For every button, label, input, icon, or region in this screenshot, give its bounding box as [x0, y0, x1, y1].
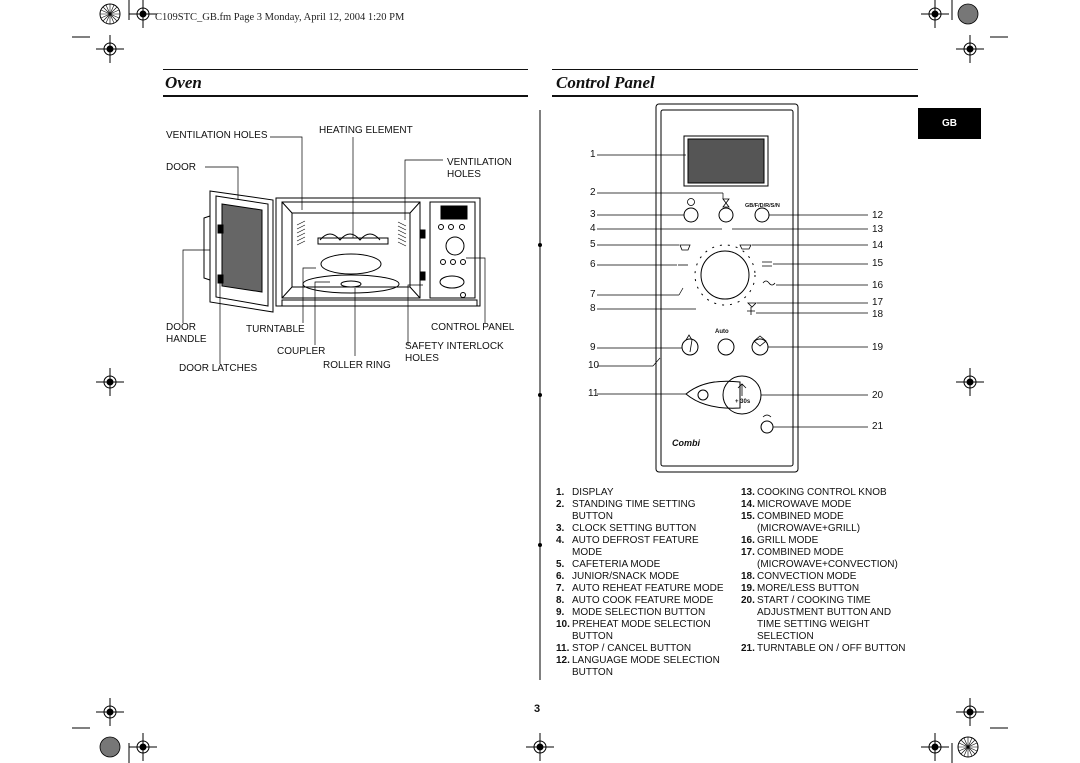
legend-item: 17. COMBINED MODE (MICROWAVE+CONVECTION): [741, 547, 898, 570]
registration-cross-icon: [129, 733, 157, 761]
oven-illustration: [204, 191, 480, 312]
clock-icon: [688, 199, 695, 206]
panel-plus30-label: + 30s: [735, 399, 751, 405]
combi-convection-icon: [748, 303, 756, 307]
legend-item: 14. MICROWAVE MODE: [741, 499, 852, 510]
registration-cross-icon: [129, 0, 157, 28]
callout-number: 20: [872, 390, 884, 401]
control-panel-top-rule: [552, 69, 918, 70]
control-panel-bottom-rule: [552, 95, 918, 97]
language-tab: GB: [918, 108, 981, 139]
turntable-icon: [763, 415, 771, 417]
callout-number: 5: [590, 239, 596, 250]
combi-grill-icon: [762, 262, 772, 266]
legend-item: 10. PREHEAT MODE SELECTION BUTTON: [556, 619, 711, 642]
preheat-icon: [754, 336, 766, 346]
callout-number: 14: [872, 240, 884, 251]
registration-cross-icon: [526, 733, 554, 761]
hand-icon: [686, 335, 692, 352]
file-header: C109STC_GB.fm Page 3 Monday, April 12, 2004 1:20 PM: [155, 12, 405, 23]
callout-number: 19: [872, 342, 884, 353]
registration-cross-icon: [956, 698, 984, 726]
legend-item: 18. CONVECTION MODE: [741, 571, 857, 582]
registration-cross-icon: [956, 368, 984, 396]
legend-item: 13. COOKING CONTROL KNOB: [741, 487, 887, 498]
panel-lang-code: GB/F/D/R/S/N: [745, 203, 780, 209]
legend-item: 7. AUTO REHEAT FEATURE MODE: [556, 583, 724, 594]
callout-number: 2: [590, 187, 596, 198]
callout-number: 9: [590, 342, 596, 353]
callout-number: 11: [588, 388, 599, 399]
control-panel-leader-lines: [597, 155, 868, 427]
panel-combi-label: Combi: [672, 438, 700, 448]
callout-number: 4: [590, 223, 596, 234]
callout-number: 13: [872, 224, 884, 235]
callout-number: 12: [872, 210, 884, 221]
label-ventilation-holes-top: VENTILATION HOLES: [166, 130, 268, 141]
legend-item: 20. START / COOKING TIME ADJUSTMENT BUTTON AND TIME SETTING WEIGHT SELECTION: [741, 595, 892, 642]
registration-dot-icon: [958, 4, 978, 24]
legend-item: 16. GRILL MODE: [741, 535, 819, 546]
control-panel-section-title: Control Panel: [556, 73, 655, 92]
registration-cross-icon: [921, 0, 949, 28]
callout-number: 16: [872, 280, 884, 291]
label-turntable: TURNTABLE: [246, 324, 305, 335]
oven-bottom-rule: [163, 95, 528, 97]
callout-number: 17: [872, 297, 884, 308]
callout-number: 18: [872, 309, 884, 320]
callout-number: 21: [872, 421, 884, 432]
cafeteria-icon: [680, 245, 690, 250]
hourglass-icon: [723, 199, 729, 207]
legend-item: 11. STOP / CANCEL BUTTON: [556, 643, 692, 654]
registration-starburst-icon: [100, 4, 120, 24]
label-control-panel: CONTROL PANEL: [431, 322, 515, 333]
oven-top-rule: [163, 69, 528, 70]
legend-right-column: [741, 487, 921, 655]
microwave-mode-icon: [740, 245, 751, 249]
label-roller-ring: ROLLER RING: [323, 360, 391, 371]
registration-cross-icon: [96, 698, 124, 726]
label-coupler: COUPLER: [277, 346, 326, 357]
label-door: DOOR: [166, 162, 196, 173]
callout-number: 8: [590, 303, 596, 314]
oven-section-title: Oven: [165, 73, 202, 92]
callout-number: 1: [590, 149, 596, 160]
legend-item: 21. TURNTABLE ON / OFF BUTTON: [741, 643, 906, 654]
legend-item: 5. CAFETERIA MODE: [556, 559, 661, 570]
callout-number: 15: [872, 258, 884, 269]
convection-icon: [747, 307, 755, 315]
registration-dot-icon: [100, 737, 120, 757]
legend-item: 1. DISPLAY: [556, 487, 614, 498]
label-safety-interlock-holes: SAFETY INTERLOCK HOLES: [405, 341, 504, 364]
legend-item: 2. STANDING TIME SETTING BUTTON: [556, 499, 696, 522]
label-heating-element: HEATING ELEMENT: [319, 125, 413, 136]
callout-number: 3: [590, 209, 596, 220]
callout-number: 7: [590, 289, 596, 300]
legend-item: 19. MORE/LESS BUTTON: [741, 583, 860, 594]
callout-number: 6: [590, 259, 596, 270]
label-ventilation-holes-right: VENTILATION HOLES: [447, 157, 512, 180]
legend-item: 15. COMBINED MODE (MICROWAVE+GRILL): [741, 511, 861, 534]
callout-number: 10: [588, 360, 600, 371]
registration-cross-icon: [921, 733, 949, 761]
label-door-latches: DOOR LATCHES: [179, 363, 258, 374]
legend-item: 9. MODE SELECTION BUTTON: [556, 607, 706, 618]
registration-cross-icon: [956, 35, 984, 63]
control-panel-illustration: [656, 104, 798, 472]
start-icon: [738, 384, 746, 396]
registration-cross-icon: [96, 368, 124, 396]
legend-item: 3. CLOCK SETTING BUTTON: [556, 523, 697, 534]
label-door-handle: DOOR HANDLE: [166, 322, 207, 345]
panel-auto-label: Auto: [715, 329, 729, 335]
legend-item: 4. AUTO DEFROST FEATURE MODE: [556, 535, 699, 558]
legend-item: 12. LANGUAGE MODE SELECTION BUTTON: [556, 655, 720, 678]
legend-item: 6. JUNIOR/SNACK MODE: [556, 571, 680, 582]
registration-starburst-icon: [958, 737, 978, 757]
legend-left-column: [556, 487, 736, 679]
registration-cross-icon: [96, 35, 124, 63]
grill-icon: [763, 281, 775, 285]
page-number: 3: [534, 703, 541, 715]
legend-item: 8. AUTO COOK FEATURE MODE: [556, 595, 714, 606]
